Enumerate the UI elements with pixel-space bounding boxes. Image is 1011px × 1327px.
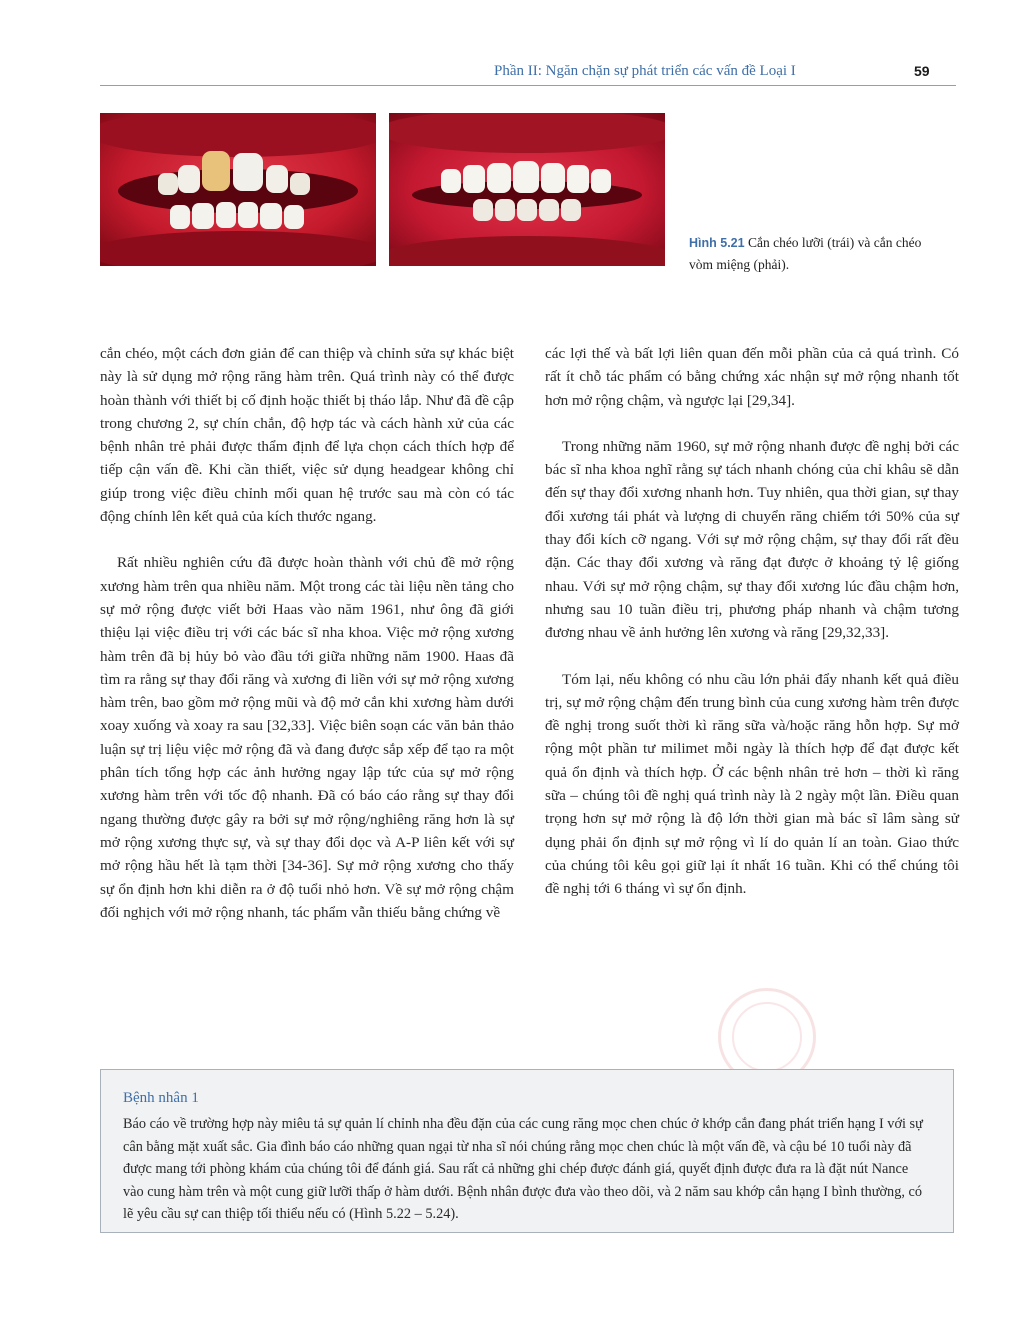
right-paragraph-2: Trong những năm 1960, sự mở rộng nhanh được đề nghị bởi các bác sĩ nha khoa nghĩ rằng sự tách nhanh chóng của chỉ khâu sẽ dẫn đến sự thay đổi xương nhanh hơn. Tuy nhiên, qua thời gian, sự thay đổi xương tái phát và lượng di chuyển răng chiếm tới 50% của sự thay đổi kích cỡ ngang. Với sự mở rộng chậm, sự thay đổi rất đều đặn. Các thay đổi xương và răng đạt được ở khoảng tỷ lệ giống nhau. Với sự mở rộng chậm, sự thay đổi xương lúc đầu chậm hơn, nhưng sau 10 tuần điều trị, phương pháp nhanh và chậm tương đương nhau về ảnh hưởng lên xương và răng [29,32,33]. [545, 437, 959, 642]
photo-lingual-crossbite [100, 113, 376, 266]
left-paragraph-2: Rất nhiều nghiên cứu đã được hoàn thành với chủ đề mở rộng xương hàm trên qua nhiều năm. Một trong các tài liệu nền tảng cho sự mở rộng được viết bởi Haas vào năm 1961, như ông đã giới thiệu lại việc điều trị với các bác sĩ nha khoa. Việc mở rộng xương hàm trên đã bị hủy bỏ vào đầu tới giữa những năm 1900. Haas đã tìm ra rằng sự thay đổi răng và xương đi liền với sự mở rộng xương hàm trên, bao gồm mở rộng mũi và độ mở cắn khi xương hàm dưới xoay xuống và xoay ra sau [32,33]. Việc biên soạn các văn bản thảo luận sự trị liệu việc mở rộng đã và đang được sắp xếp để tạo ra một phân tích tổng hợp các ảnh hưởng ngay lập tức của sự mở rộng xương hàm trên với tốc độ nhanh. Đã có báo cáo rằng sự thay đổi ngang thường được gây ra bởi sự mở rộng/nghiêng răng hơn là sự mở rộng xương thực sự, và sự thay đổi dọc và A-P liên kết với sự mở rộng hầu hết là tạm thời [34-36]. Sự mở rộng xương cho thấy sự ổn định hơn khi diễn ra ở độ tuổi nhỏ hơn. Về sự mở rộng chậm đối nghịch với mở rộng nhanh, tác phẩm vẫn thiếu bằng chứng về [100, 554, 514, 921]
figure-label: Hình 5.21 [689, 236, 745, 250]
figure-caption-text: Cắn chéo lưỡi (trái) và cắn chéo vòm miệng (phải). [689, 235, 922, 272]
header-divider [100, 85, 956, 86]
right-paragraph-3: Tóm lại, nếu không có nhu cầu lớn phải đẩy nhanh kết quả điều trị, sự mở rộng chậm đến trung bình của cung xương hàm trên được đề nghị trong suốt thời kì răng sữa và/hoặc răng hỗn hợp. Sự mở rộng một phần tư milimet mỗi ngày là thích hợp để đạt được kết quả ổn định và thích hợp. Ở các bệnh nhân trẻ hơn – thời kì răng sữa – chúng tôi đề nghị quá trình này là 2 ngày một lần. Điều quan trọng hơn sự mở rộng là độ lớn thời gian mà bác sĩ lâm sàng sử dụng phải ổn định sự mở rộng vì lí do quản lí an toàn. Giao thức của chúng tôi kêu gọi giữ lại ít nhất 16 tuần. Khi có thể chúng tôi đề nghị tới 6 tháng vì sự ổn định. [545, 670, 959, 898]
left-paragraph-1: cắn chéo, một cách đơn giản để can thiệp và chỉnh sửa sự khác biệt này là sử dụng mở rộng răng hàm trên. Quá trình này có thể được hoàn thành với thiết bị cố định hoặc thiết bị tháo lắp. Như đã đề cập trong chương 2, sự chín chắn, độ hợp tác và cách hành xử của các bệnh nhân trẻ phải được thẩm định để lựa chọn cách thích hợp để tiếp cận vấn đề. Khi cần thiết, việc sử dụng headgear không chỉ giúp trong việc điều chỉnh mối quan hệ trước sau mà còn có tác động chính lên kết quả của kích thước ngang. [100, 345, 514, 526]
lingual-crossbite-image [100, 113, 376, 266]
running-header-title: Phần II: Ngăn chặn sự phát triển các vấn đề Loại I [494, 63, 796, 79]
figure-caption [689, 232, 929, 275]
case-report-title: Bệnh nhân 1 [123, 1090, 199, 1106]
palatal-crossbite-image [389, 113, 665, 266]
page-number: 59 [914, 63, 930, 79]
right-paragraph-1: các lợi thế và bất lợi liên quan đến mỗi phần của cả quá trình. Có rất ít chỗ tác phẩm có bằng chứng xác nhận sự mở rộng nhanh tốt hơn mở rộng chậm, và ngược lại [29,34]. [545, 345, 959, 409]
case-report-box [100, 1069, 954, 1233]
watermark-seal-inner [732, 1002, 802, 1072]
photo-palatal-crossbite [389, 113, 665, 266]
right-column [545, 342, 959, 924]
left-column [100, 342, 514, 947]
case-report-text: Báo cáo về trường hợp này miêu tả sự quản lí chỉnh nha đều đặn của các cung răng mọc chen chúc ở khớp cắn đang phát triển hạng I với sự cân bằng mặt xuất sắc. Gia đình báo cáo những quan ngại từ nha sĩ nói chúng rằng mọc chen chúc là một vấn đề, và cậu bé 10 tuổi này đã được mang tới phòng khám của chúng tôi để đánh giá. Sau rất cả những ghi chép được đánh giá, quyết định được đưa ra là đặt nút Nance vào cung hàm trên và một cung giữ lưỡi thấp ở hàm dưới. Bệnh nhân được đưa vào theo dõi, và 2 năm sau khớp cắn hạng I bình thường, có lẽ yêu cầu sự can thiệp tối thiểu nếu có (Hình 5.22 – 5.24). [123, 1116, 923, 1222]
